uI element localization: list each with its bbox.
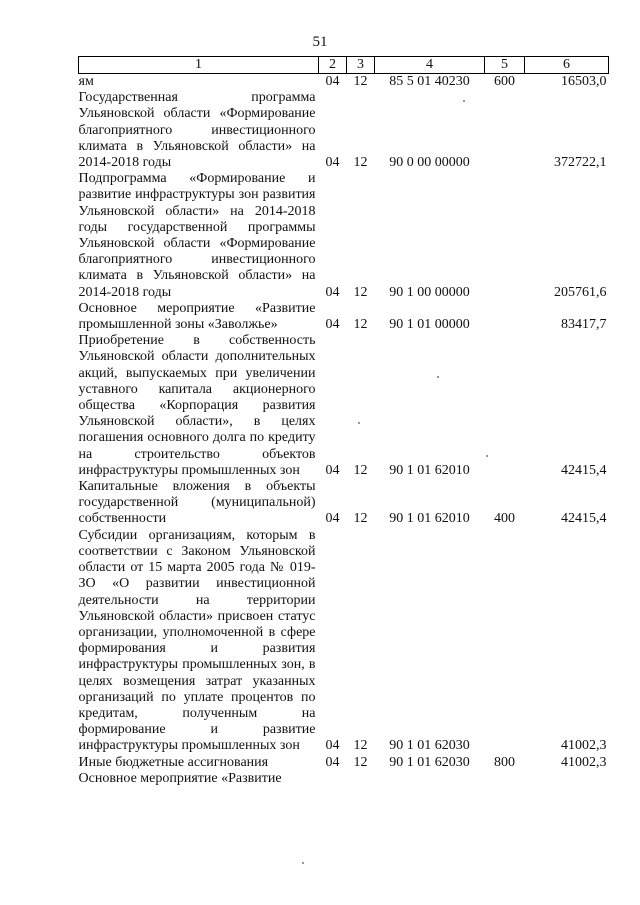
header-row [79,57,609,74]
row-target-code: 90 1 01 00000 [389,317,470,333]
scan-speck [463,100,465,102]
row-amount: 205761,6 [554,284,607,300]
row-expense-type [485,333,525,479]
row-expense-type: 600 [494,74,515,89]
row-section: 04 [325,511,340,527]
header-col-6: 6 [525,57,609,74]
row-name: Субсидии организациям, которым в соответствии с Законом Ульяновской области от 15 марта 2005 года № 019-ЗО «О развитии инвестиционной деятельности на территории Ульяновской области» присвоен статус организации, уполномоченной в сфере формирования и развития инфраструктуры промышленных зон, в целях возмещения затрат указанных организаций по уплате процентов по кредитам, полученным на формирование и развитие инфраструктуры промышленных зон [78,527,316,754]
row-subsection [347,771,375,787]
table-header [79,57,609,74]
row-expense-type [485,90,525,171]
row-expense-type [485,171,525,301]
row-name: Капитальные вложения в объекты государственной (муниципальной) собственности [78,479,316,527]
row-name: Основное мероприятие «Развитие промышленной зоны «Заволжье» [78,300,316,333]
scan-speck [437,376,439,378]
header-col-4: 4 [375,57,485,74]
scan-speck [302,862,304,864]
row-section: 04 [325,74,340,89]
row-expense-type [485,528,525,755]
row-subsection: 12 [353,738,368,754]
row-expense-type [485,771,525,787]
header-col-2: 2 [319,57,347,74]
row-amount [525,771,609,787]
header-col-3: 3 [347,57,375,74]
header-col-1: 1 [79,57,319,74]
row-target-code: 90 1 01 62010 [389,511,470,527]
row-name: Основное мероприятие «Развитие [78,770,282,786]
row-section: 04 [325,317,340,333]
row-expense-type: 400 [494,511,515,527]
table-body [79,74,609,787]
table-row [79,333,609,479]
table-row [79,90,609,171]
row-name: Приобретение в собственность Ульяновской области дополнительных акций, выпускаемых при увеличении уставного капитала акционерного общества «Корпорация развития Ульяновской области», в целях погашения основного долга по кредиту на строительство объектов инфраструктуры промышленных зон [78,333,316,478]
row-expense-type: 800 [494,754,515,770]
row-target-code: 90 1 01 62010 [389,462,470,478]
row-amount: 41002,3 [561,738,607,754]
row-target-code [375,771,485,787]
table-row [79,479,609,528]
row-section: 04 [325,155,340,171]
page-number: 51 [312,34,328,50]
header-col-5: 5 [485,57,525,74]
row-amount: 42415,4 [561,462,607,478]
scan-speck [486,455,488,457]
table-row [79,755,609,771]
row-target-code: 90 1 00 00000 [389,284,470,300]
row-amount: 372722,1 [554,155,607,171]
scan-speck [358,422,360,424]
row-section: 04 [325,754,340,770]
row-amount: 16503,0 [561,74,607,89]
row-subsection: 12 [353,284,368,300]
row-target-code: 90 0 00 00000 [389,155,470,171]
row-target-code: 85 5 01 40230 [389,74,470,89]
table-row [79,771,609,787]
row-expense-type [485,301,525,333]
row-subsection: 12 [353,74,368,89]
table-row [79,74,609,91]
row-target-code: 90 1 01 62030 [389,754,470,770]
row-subsection: 12 [353,754,368,770]
row-name: ям [78,74,94,89]
row-section: 04 [325,462,340,478]
row-section [319,771,347,787]
table-row [79,528,609,755]
row-target-code: 90 1 01 62030 [389,738,470,754]
row-subsection: 12 [353,511,368,527]
budget-table [78,56,609,787]
row-section: 04 [325,284,340,300]
row-amount: 41002,3 [561,754,607,770]
row-name: Подпрограмма «Формирование и развитие инфраструктуры зон развития Ульяновской области» на 2014-2018 годы государственной программы Ульяновской области «Формирование благоприятного инвестиционного климата в Ульяновской области» на 2014-2018 годы [78,171,316,300]
row-amount: 42415,4 [561,511,607,527]
row-subsection: 12 [353,155,368,171]
row-amount: 83417,7 [561,317,607,333]
table-row [79,171,609,301]
row-section: 04 [325,738,340,754]
table-row [79,301,609,333]
row-name: Государственная программа Ульяновской области «Формирование благоприятного инвестиционного климата в Ульяновской области» на 2014-2018 годы [78,90,316,171]
row-name: Иные бюджетные ассигнования [78,754,269,770]
row-subsection: 12 [353,462,368,478]
row-subsection: 12 [353,317,368,333]
